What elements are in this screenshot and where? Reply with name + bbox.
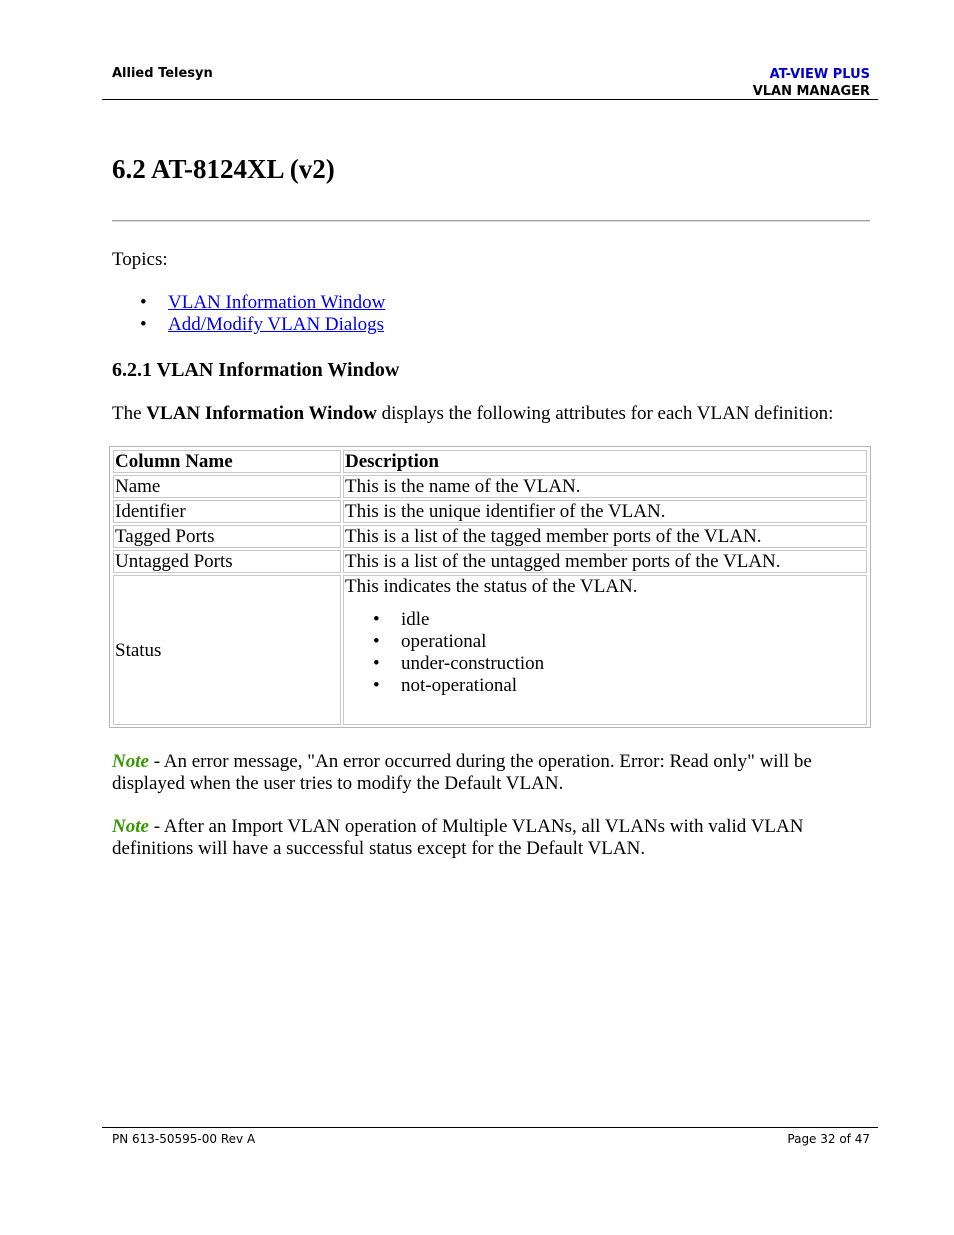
bullet-icon: • bbox=[140, 314, 147, 335]
page-title: 6.2 AT-8124XL (v2) bbox=[112, 154, 335, 184]
status-description: This indicates the status of the VLAN. bbox=[345, 576, 638, 597]
list-item bbox=[345, 653, 865, 675]
bullet-icon: • bbox=[140, 292, 147, 313]
table-row-status bbox=[113, 575, 867, 725]
bullet-icon: • bbox=[373, 653, 380, 674]
note-label: Note bbox=[112, 816, 149, 837]
table-header-cell bbox=[113, 450, 341, 473]
table-cell: Status bbox=[113, 575, 341, 725]
status-value: idle bbox=[401, 609, 430, 630]
table-row bbox=[113, 550, 867, 573]
table-row bbox=[113, 500, 867, 523]
table-header-cell bbox=[343, 450, 867, 473]
attributes-table bbox=[111, 448, 869, 727]
header-module: VLAN MANAGER bbox=[752, 84, 870, 99]
section-intro bbox=[112, 403, 833, 425]
header-divider bbox=[102, 99, 878, 100]
header-column-name: Column Name bbox=[115, 451, 233, 472]
header-product: AT-VIEW PLUS bbox=[769, 67, 870, 82]
list-item bbox=[345, 631, 865, 653]
intro-bold: VLAN Information Window bbox=[146, 403, 377, 424]
intro-suffix: displays the following attributes for each VLAN definition: bbox=[376, 403, 834, 424]
status-value: not-operational bbox=[401, 675, 518, 696]
footer-page-number: Page 32 of 47 bbox=[787, 1132, 870, 1146]
table-cell: This is the unique identifier of the VLAN. bbox=[343, 500, 867, 523]
status-value: under-construction bbox=[401, 653, 545, 674]
table-cell: Identifier bbox=[113, 500, 341, 523]
section-heading: 6.2.1 VLAN Information Window bbox=[112, 359, 400, 381]
bullet-icon: • bbox=[373, 675, 380, 696]
topic-link-add-modify-vlan-dialogs[interactable]: Add/Modify VLAN Dialogs bbox=[168, 314, 385, 335]
header-company: Allied Telesyn bbox=[112, 66, 213, 81]
list-item bbox=[345, 675, 865, 697]
note-import bbox=[112, 816, 832, 860]
header-product-block bbox=[753, 66, 870, 100]
topic-item bbox=[112, 292, 385, 314]
table-cell-status-description bbox=[343, 575, 867, 725]
table-cell: This is the name of the VLAN. bbox=[343, 475, 867, 498]
table-cell: This is a list of the tagged member ports of the VLAN. bbox=[343, 525, 867, 548]
footer-divider bbox=[102, 1127, 878, 1128]
bullet-icon: • bbox=[373, 631, 380, 652]
table-row bbox=[113, 475, 867, 498]
bullet-icon: • bbox=[373, 609, 380, 630]
note-label: Note bbox=[112, 751, 149, 772]
topic-link-vlan-information-window[interactable]: VLAN Information Window bbox=[168, 292, 386, 313]
attributes-table-frame bbox=[109, 446, 871, 728]
note-read-only bbox=[112, 751, 832, 795]
table-cell: Name bbox=[113, 475, 341, 498]
topic-item bbox=[112, 314, 385, 336]
status-values-list bbox=[345, 609, 865, 697]
title-divider bbox=[112, 220, 870, 222]
list-item bbox=[345, 609, 865, 631]
table-header-row bbox=[113, 450, 867, 473]
status-value: operational bbox=[401, 631, 487, 652]
intro-prefix: The bbox=[112, 403, 147, 424]
table-cell: Untagged Ports bbox=[113, 550, 341, 573]
note-text: - An error message, "An error occurred during the operation. Error: Read only" will be displayed when the user tries to modify the Default VLAN. bbox=[112, 751, 812, 794]
note-text: - After an Import VLAN operation of Multiple VLANs, all VLANs with valid VLAN definitions will have a successful status except for the Default VLAN. bbox=[112, 816, 804, 859]
topics-label: Topics: bbox=[112, 249, 168, 270]
header-description: Description bbox=[345, 451, 439, 472]
topics-list bbox=[112, 292, 385, 336]
table-row bbox=[113, 525, 867, 548]
footer-part-number: PN 613-50595-00 Rev A bbox=[112, 1132, 256, 1146]
table-cell: This is a list of the untagged member ports of the VLAN. bbox=[343, 550, 867, 573]
table-cell: Tagged Ports bbox=[113, 525, 341, 548]
